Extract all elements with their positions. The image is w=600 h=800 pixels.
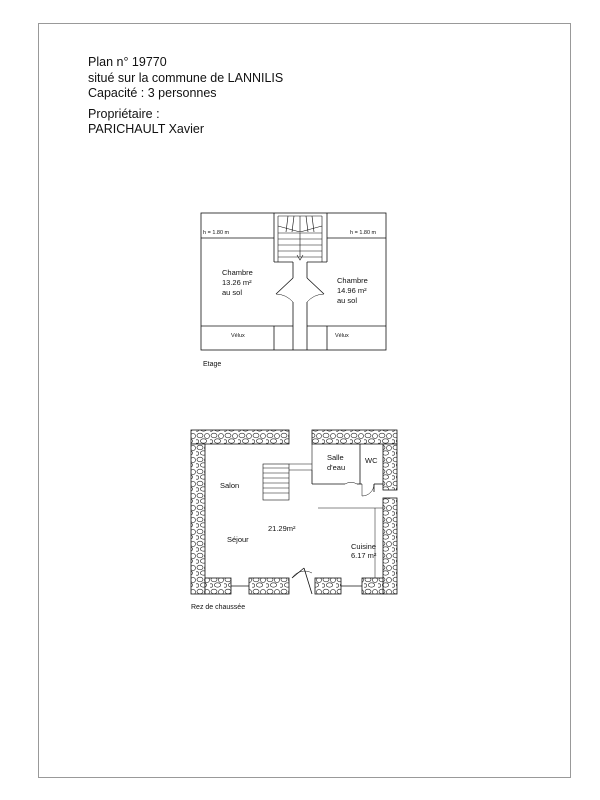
etage-staircase [278, 216, 322, 262]
room-left-note: au sol [222, 288, 243, 297]
height-label-left: h = 1.80 m [203, 230, 230, 236]
label-salon: Salon [220, 481, 240, 490]
label-cuisine-area: 6.17 m² [351, 551, 377, 560]
etage-caption: Etage [203, 361, 222, 368]
plan-number: Plan n° 19770 [88, 55, 167, 69]
rdc-interior [263, 444, 383, 594]
door-right [307, 278, 324, 294]
room-left-name: Chambre [222, 268, 253, 277]
room-right-note: au sol [337, 296, 358, 305]
room-right-area: 14.96 m² [337, 286, 367, 295]
label-sejour: Séjour [227, 535, 249, 544]
plan-location: situé sur la commune de LANNILIS [88, 70, 284, 85]
room-right-name: Chambre [337, 276, 368, 285]
owner-label: Propriétaire : [88, 106, 160, 121]
label-wc: WC [365, 456, 378, 465]
rdc-walls [191, 430, 397, 594]
label-cuisine: Cuisine [351, 542, 377, 551]
height-label-right: h = 1.80 m [350, 230, 377, 236]
label-salle: Salle [327, 453, 344, 462]
label-main-area: 21.29m² [268, 524, 296, 533]
rdc-staircase [263, 444, 312, 500]
label-deau: d'eau [327, 463, 346, 472]
door-left [276, 278, 293, 294]
owner-name: PARICHAULT Xavier [88, 122, 205, 136]
rdc-caption: Rez de chaussée [191, 604, 246, 611]
entrance-door [292, 568, 304, 578]
velux-label-left: Vélux [231, 333, 245, 339]
velux-label-right: Vélux [335, 333, 349, 339]
room-left-area: 13.26 m² [222, 278, 252, 287]
plan-capacity: Capacité : 3 personnes [88, 86, 217, 100]
